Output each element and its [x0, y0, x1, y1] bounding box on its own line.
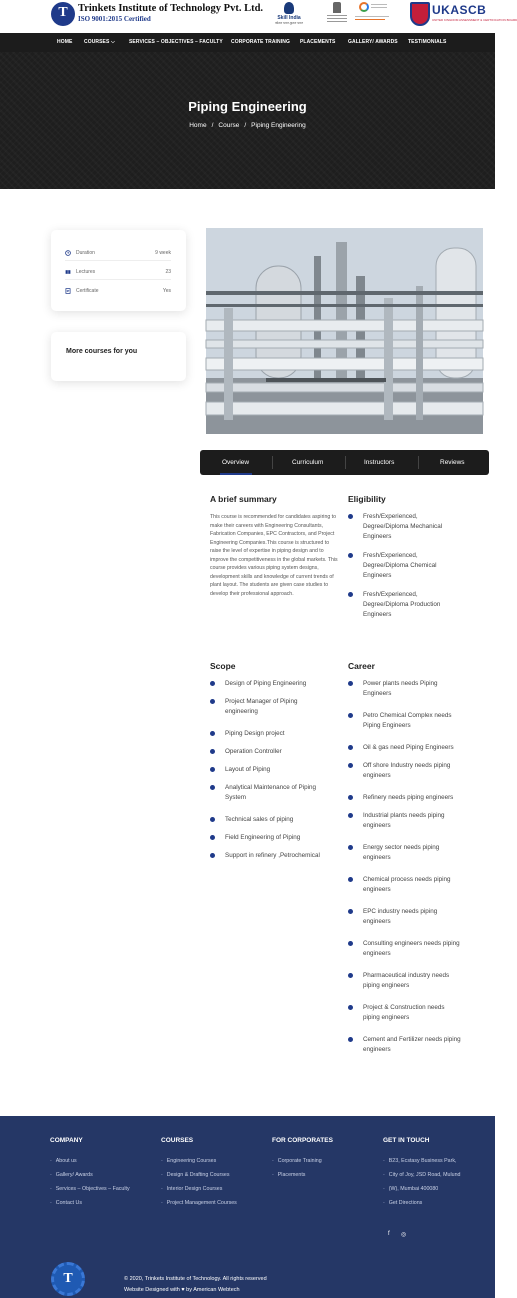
bullet-line: engineers — [363, 918, 391, 925]
nsdc-emblem-icon — [359, 2, 369, 12]
bullet-line: Degree/Diploma Production — [363, 601, 441, 608]
more-courses-title: More courses for you — [66, 348, 138, 355]
bullet-line: Support in refinery ,Petrochemical — [225, 852, 320, 859]
tab-divider — [272, 456, 273, 469]
footer-link[interactable]: - Corporate Training — [272, 1158, 322, 1164]
footer-company-title: COMPANY — [50, 1137, 83, 1144]
bullet-line: Refinery needs piping engineers — [363, 794, 454, 801]
bullet-line: engineers — [363, 886, 391, 893]
footer-address-line: - City of Joy, JSD Road, Mulund — [383, 1172, 461, 1178]
eligibility-item-text — [363, 551, 437, 581]
summary-title: A brief summary — [210, 494, 277, 504]
tab-reviews[interactable]: Reviews — [440, 459, 465, 466]
breadcrumb-separator: / — [211, 122, 214, 129]
ukascb-shield-icon — [410, 2, 430, 26]
main-nav — [0, 33, 495, 52]
bullet-line: Engineers — [363, 572, 392, 579]
bullet-line: Analytical Maintenance of Piping — [225, 784, 317, 791]
tab-divider — [418, 456, 419, 469]
bullet-dot — [210, 731, 215, 736]
certificate-icon — [65, 288, 71, 294]
info-label: Lectures — [76, 269, 96, 275]
bullet-line: Technical sales of piping — [225, 816, 294, 823]
bullet-dot — [348, 763, 353, 768]
tab-divider — [345, 456, 346, 469]
skill-india-tagline: कौशल भारत-कुशल भारत — [275, 21, 303, 25]
bullet-dot — [210, 817, 215, 822]
bullet-dot — [348, 681, 353, 686]
tab-instructors[interactable]: Instructors — [364, 459, 395, 466]
logo-letter: T — [58, 5, 68, 20]
piping-plant-illustration — [206, 228, 483, 434]
footer-link[interactable]: - Project Management Courses — [161, 1200, 237, 1206]
bullet-line: Engineers — [363, 690, 392, 697]
bullet-line: Project Manager of Piping — [225, 698, 298, 705]
bullet-dot — [348, 795, 353, 800]
more-courses-card — [51, 332, 186, 381]
bullet-dot — [210, 681, 215, 686]
nav-services[interactable]: SERVICES – OBJECTIVES – FACULTY — [129, 39, 223, 45]
footer-logo-letter: T — [63, 1271, 73, 1286]
bullet-line: Cement and Fertilizer needs piping — [363, 1036, 461, 1043]
page-title: Piping Engineering — [188, 99, 307, 114]
bullet-dot — [348, 1005, 353, 1010]
nsdc-text-line — [371, 7, 387, 8]
scope-item-text — [225, 783, 316, 803]
footer-link[interactable]: - Gallery/ Awards — [50, 1172, 93, 1178]
breadcrumb — [0, 122, 495, 129]
nsdc-text-line — [355, 16, 389, 17]
bullet-dot — [210, 699, 215, 704]
nav-home[interactable]: HOME — [57, 39, 73, 45]
nsdc-logo — [355, 2, 389, 26]
skill-india-label: Skill India — [277, 15, 301, 21]
clock-icon — [65, 250, 71, 256]
career-item-text — [363, 793, 453, 803]
instagram-icon[interactable]: ◎ — [401, 1232, 407, 1238]
chevron-down-icon: ⌵ — [110, 39, 115, 45]
scope-title: Scope — [210, 661, 236, 671]
footer-link[interactable]: - Engineering Courses — [161, 1158, 216, 1164]
career-item-text — [363, 907, 437, 927]
scope-item-text — [225, 679, 306, 689]
tab-curriculum[interactable]: Curriculum — [292, 459, 324, 466]
nav-placements[interactable]: PLACEMENTS — [300, 39, 336, 45]
course-info-card — [51, 230, 186, 311]
career-item-text — [363, 761, 450, 781]
course-tabs — [200, 450, 489, 475]
career-item-text — [363, 743, 454, 753]
bullet-dot — [210, 853, 215, 858]
emblem-text-line — [327, 15, 347, 16]
career-item-text — [363, 939, 460, 959]
bullet-dot — [348, 941, 353, 946]
bullet-line: engineers — [363, 1046, 391, 1053]
bullet-dot — [210, 785, 215, 790]
footer-address-line: - (W), Mumbai 400080 — [383, 1186, 438, 1192]
info-row-duration — [65, 249, 171, 261]
bullet-dot — [210, 835, 215, 840]
footer-address-line: - B23, Ecstasy Business Park, — [383, 1158, 456, 1164]
government-emblem-logo — [327, 2, 347, 26]
page-hero — [0, 52, 495, 189]
emblem-icon — [333, 2, 341, 13]
bullet-dot — [348, 553, 353, 558]
bullet-line: Off shore Industry needs piping — [363, 762, 451, 769]
bullet-line: Piping Design project — [225, 730, 285, 737]
bullet-dot — [348, 973, 353, 978]
summary-text: This course is recommended for candidates aspiring to make their careers with Engineering Consultants, Fabrication Companies, EPC Contractors, and Project Engineering Companies.This course is structured to raise the level of expertise in piping design and to improve the competitiveness in the global markets. This course provides various piping system designs, development skills and knowledge of current trends of plant layout. The students are given case studies to develop their professional approach. — [210, 514, 338, 597]
breadcrumb-course[interactable]: Course — [218, 122, 240, 129]
bullet-line: Energy sector needs piping — [363, 844, 440, 851]
bullet-dot — [348, 514, 353, 519]
career-title: Career — [348, 661, 375, 671]
info-value: Yes — [162, 288, 171, 294]
bullet-line: Project & Construction needs — [363, 1004, 445, 1011]
info-label: Duration — [76, 250, 95, 256]
bullet-line: Fresh/Experienced, — [363, 552, 418, 559]
bullet-dot — [348, 592, 353, 597]
tab-active-indicator — [220, 473, 252, 475]
bullet-dot — [348, 713, 353, 718]
copyright-text: © 2020, Trinkets Institute of Technology. All rights reserved — [124, 1276, 267, 1282]
breadcrumb-home[interactable]: Home — [189, 122, 207, 129]
info-value: 9 week — [155, 250, 171, 256]
career-item-text — [363, 843, 439, 863]
scope-item-text — [225, 697, 297, 717]
nav-gallery[interactable]: GALLERY/ AWARDS — [348, 39, 398, 45]
info-row-lectures — [65, 268, 171, 280]
footer-link[interactable]: - Interior Design Courses — [161, 1186, 222, 1192]
bullet-line: Design of Piping Engineering — [225, 680, 307, 687]
scope-item-text — [225, 747, 282, 757]
career-item-text — [363, 1003, 445, 1023]
footer-logo — [51, 1262, 85, 1296]
scope-item-text — [225, 729, 285, 739]
emblem-text-line — [327, 18, 347, 19]
bullet-dot — [210, 749, 215, 754]
eligibility-item-text — [363, 590, 440, 620]
bullet-line: piping engineers — [363, 982, 410, 989]
bullet-line: Degree/Diploma Chemical — [363, 562, 437, 569]
career-item-text — [363, 679, 438, 699]
eligibility-title: Eligibility — [348, 494, 386, 504]
tab-overview[interactable]: Overview — [222, 459, 250, 466]
bullet-line: engineers — [363, 822, 391, 829]
bullet-line: engineering — [225, 708, 258, 715]
bullet-line: Field Engineering of Piping — [225, 834, 301, 841]
footer-get-directions[interactable]: - Get Directions — [383, 1200, 422, 1206]
career-item-text — [363, 971, 449, 991]
info-label: Certificate — [76, 288, 99, 294]
bullet-dot — [348, 745, 353, 750]
career-item-text — [363, 711, 452, 731]
bullet-line: Petro Chemical Complex needs — [363, 712, 452, 719]
bullet-dot — [348, 909, 353, 914]
bullet-dot — [348, 845, 353, 850]
brand-certification: ISO 9001:2015 Certified — [78, 15, 151, 23]
nsdc-text-line — [355, 19, 385, 20]
bullet-line: Layout of Piping — [225, 766, 271, 773]
bullet-line: engineers — [363, 854, 391, 861]
bullet-line: Engineers — [363, 611, 392, 618]
book-icon — [65, 269, 71, 275]
nav-courses[interactable] — [84, 39, 115, 45]
facebook-icon[interactable]: f — [388, 1231, 390, 1237]
footer-link[interactable]: - Design & Drafting Courses — [161, 1172, 229, 1178]
site-logo[interactable] — [51, 2, 75, 26]
bullet-line: Fresh/Experienced, — [363, 591, 418, 598]
footer-link[interactable]: - Placements — [272, 1172, 305, 1178]
bullet-line: Pharmaceutical industry needs — [363, 972, 450, 979]
bullet-line: engineers — [363, 950, 391, 957]
breadcrumb-separator: / — [244, 122, 247, 129]
ukascb-logo — [410, 2, 517, 26]
bullet-line: Degree/Diploma Mechanical — [363, 523, 443, 530]
bullet-dot — [348, 1037, 353, 1042]
bullet-line: System — [225, 794, 246, 801]
nav-corporate-training[interactable]: CORPORATE TRAINING — [231, 39, 290, 45]
course-image — [206, 228, 483, 434]
info-row-certificate — [65, 287, 171, 299]
footer-link[interactable]: - About us — [50, 1158, 77, 1164]
top-header — [0, 0, 517, 33]
scope-item-text — [225, 833, 300, 843]
footer-link[interactable]: - Services – Objectives – Faculty — [50, 1186, 130, 1192]
footer-corporates-title: FOR CORPORATES — [272, 1137, 333, 1144]
scope-item-text — [225, 815, 293, 825]
info-value: 23 — [165, 269, 171, 275]
career-item-text — [363, 1035, 461, 1055]
footer-courses-title: COURSES — [161, 1137, 194, 1144]
bullet-line: Power plants needs Piping — [363, 680, 438, 687]
bullet-dot — [210, 767, 215, 772]
bullet-dot — [348, 877, 353, 882]
scope-item-text — [225, 765, 270, 775]
footer-link[interactable]: - Contact Us — [50, 1200, 82, 1206]
nav-testimonials[interactable]: TESTIMONIALS — [408, 39, 447, 45]
skill-india-logo — [274, 2, 304, 26]
bullet-line: Consulting engineers needs piping — [363, 940, 460, 947]
ukascb-label: UKASCB — [432, 3, 487, 17]
bullet-line: Piping Engineers — [363, 722, 411, 729]
career-item-text — [363, 875, 451, 895]
breadcrumb-current: Piping Engineering — [251, 122, 306, 129]
bullet-line: Oil & gas need Piping Engineers — [363, 744, 454, 751]
skill-india-emblem-icon — [284, 2, 294, 14]
brand-name[interactable]: Trinkets Institute of Technology Pvt. Ltd. — [78, 3, 264, 14]
bullet-line: piping engineers — [363, 1014, 410, 1021]
bullet-line: Industrial plants needs piping — [363, 812, 445, 819]
bullet-line: Operation Controller — [225, 748, 282, 755]
eligibility-item-text — [363, 512, 442, 542]
career-item-text — [363, 811, 445, 831]
nav-courses-label: COURSES — [84, 39, 110, 45]
bullet-line: engineers — [363, 772, 391, 779]
emblem-text-line — [327, 21, 347, 22]
bullet-line: Engineers — [363, 533, 392, 540]
bullet-line: EPC industry needs piping — [363, 908, 438, 915]
bullet-dot — [348, 813, 353, 818]
bullet-line: Fresh/Experienced, — [363, 513, 418, 520]
nsdc-text-line — [371, 4, 387, 5]
designed-by-text[interactable]: Website Designed with ♥ by American Webtech — [124, 1287, 240, 1293]
ukascb-tagline: UNITED KINGDOM ASSESSMENT & CERTIFICATION BOARD — [432, 18, 517, 22]
footer-contact-title: GET IN TOUCH — [383, 1137, 430, 1144]
scope-item-text — [225, 851, 320, 861]
bullet-line: Chemical process needs piping — [363, 876, 451, 883]
